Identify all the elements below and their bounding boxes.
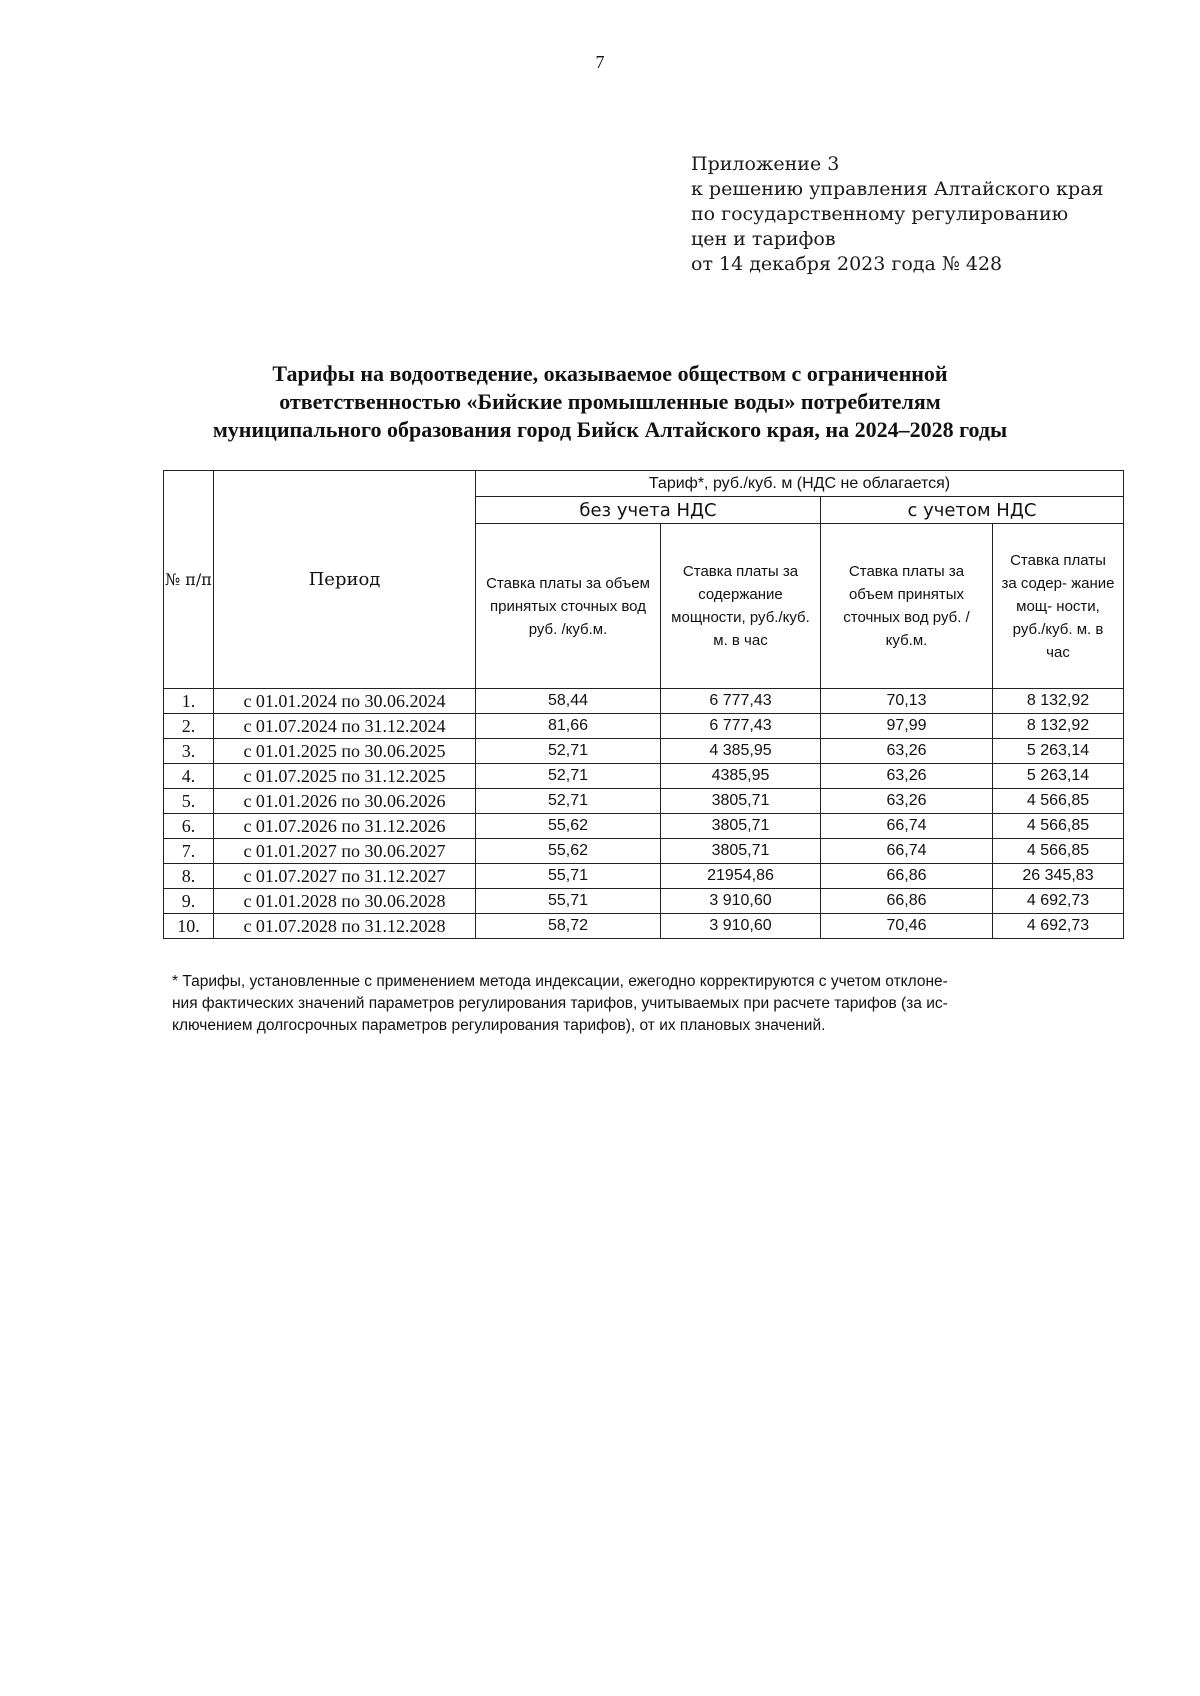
table-row (164, 714, 1124, 739)
cell-volume: 55,62 (476, 814, 661, 839)
header-period: Период (214, 471, 476, 689)
header-tariff-group: Тариф*, руб./куб. м (НДС не облагается) (476, 471, 1124, 497)
cell-capacity-vat: 5 263,14 (993, 764, 1124, 789)
row-period: с 01.01.2025 по 30.06.2025 (214, 739, 476, 764)
cell-capacity: 3805,71 (661, 789, 821, 814)
row-period: с 01.07.2025 по 31.12.2025 (214, 764, 476, 789)
cell-capacity-vat: 4 692,73 (993, 889, 1124, 914)
cell-capacity-vat: 5 263,14 (993, 739, 1124, 764)
row-period: с 01.01.2028 по 30.06.2028 (214, 889, 476, 914)
footnote-line: * Тарифы, установленные с применением метода индексации, ежегодно корректируются с учетом отклоне- (172, 973, 948, 990)
cell-capacity: 6 777,43 (661, 714, 821, 739)
title-line: Тарифы на водоотведение, оказываемое обществом с ограниченной (272, 361, 948, 386)
table-row (164, 889, 1124, 914)
cell-capacity-vat: 4 566,85 (993, 839, 1124, 864)
table-row (164, 839, 1124, 864)
cell-volume: 58,72 (476, 914, 661, 939)
cell-volume: 55,71 (476, 864, 661, 889)
header-capacity-without-vat: Ставка платы за содержание мощности, руб./куб. м. в час (661, 524, 821, 689)
cell-volume: 52,71 (476, 789, 661, 814)
annex-line: от 14 декабря 2023 года № 428 (691, 253, 1003, 275)
annex-line: Приложение 3 (691, 153, 840, 175)
footnote-line: ния фактических значений параметров регулирования тарифов, учитываемых при расчете тарифов (за ис- (172, 995, 948, 1012)
cell-volume-vat: 66,86 (821, 889, 993, 914)
row-num: 8. (164, 864, 214, 889)
title-line: муниципального образования город Бийск Алтайского края, на 2024–2028 годы (212, 417, 1008, 442)
row-num: 2. (164, 714, 214, 739)
row-period: с 01.07.2024 по 31.12.2024 (214, 714, 476, 739)
annex-block (691, 152, 1104, 277)
row-period: с 01.07.2026 по 31.12.2026 (214, 814, 476, 839)
annex-line: по государственному регулированию (691, 203, 1069, 225)
header-without-vat: без учета НДС (476, 497, 821, 524)
cell-volume-vat: 70,46 (821, 914, 993, 939)
cell-volume-vat: 66,74 (821, 839, 993, 864)
annex-line: цен и тарифов (691, 228, 836, 250)
cell-volume-vat: 63,26 (821, 739, 993, 764)
cell-volume-vat: 70,13 (821, 689, 993, 714)
row-num: 9. (164, 889, 214, 914)
cell-capacity: 3 910,60 (661, 914, 821, 939)
cell-capacity: 3805,71 (661, 814, 821, 839)
cell-capacity: 3 910,60 (661, 889, 821, 914)
row-num: 7. (164, 839, 214, 864)
row-num: 4. (164, 764, 214, 789)
row-period: с 01.01.2027 по 30.06.2027 (214, 839, 476, 864)
table-row (164, 789, 1124, 814)
document-title (150, 360, 1070, 444)
tariff-table (163, 470, 1124, 939)
page-number: 7 (595, 52, 605, 72)
cell-volume: 81,66 (476, 714, 661, 739)
header-volume-without-vat: Ставка платы за объем принятых сточных вод руб. /куб.м. (476, 524, 661, 689)
cell-capacity-vat: 26 345,83 (993, 864, 1124, 889)
header-volume-with-vat: Ставка платы за объем принятых сточных вод руб. /куб.м. (821, 524, 993, 689)
footnote (172, 971, 1122, 1037)
table-row (164, 814, 1124, 839)
table-row (164, 689, 1124, 714)
cell-volume-vat: 63,26 (821, 789, 993, 814)
row-num: 5. (164, 789, 214, 814)
cell-capacity-vat: 4 566,85 (993, 789, 1124, 814)
cell-capacity: 6 777,43 (661, 689, 821, 714)
title-line: ответственностью «Бийские промышленные воды» потребителям (279, 389, 941, 414)
cell-volume-vat: 66,74 (821, 814, 993, 839)
cell-volume: 52,71 (476, 764, 661, 789)
cell-capacity: 21954,86 (661, 864, 821, 889)
table-row (164, 739, 1124, 764)
cell-volume-vat: 63,26 (821, 764, 993, 789)
row-period: с 01.01.2026 по 30.06.2026 (214, 789, 476, 814)
table-row (164, 914, 1124, 939)
cell-capacity-vat: 8 132,92 (993, 689, 1124, 714)
cell-capacity: 3805,71 (661, 839, 821, 864)
cell-capacity: 4 385,95 (661, 739, 821, 764)
cell-volume: 52,71 (476, 739, 661, 764)
row-period: с 01.01.2024 по 30.06.2024 (214, 689, 476, 714)
cell-capacity-vat: 8 132,92 (993, 714, 1124, 739)
table-row (164, 764, 1124, 789)
row-num: 1. (164, 689, 214, 714)
row-period: с 01.07.2028 по 31.12.2028 (214, 914, 476, 939)
cell-capacity-vat: 4 692,73 (993, 914, 1124, 939)
cell-volume-vat: 97,99 (821, 714, 993, 739)
header-with-vat: с учетом НДС (821, 497, 1124, 524)
header-capacity-with-vat: Ставка платы за содер- жание мощ- ности, руб./куб. м. в час (993, 524, 1124, 689)
row-period: с 01.07.2027 по 31.12.2027 (214, 864, 476, 889)
cell-capacity: 4385,95 (661, 764, 821, 789)
cell-volume: 55,62 (476, 839, 661, 864)
row-num: 10. (164, 914, 214, 939)
table-row (164, 864, 1124, 889)
row-num: 3. (164, 739, 214, 764)
header-num: № п/п (164, 471, 214, 689)
cell-capacity-vat: 4 566,85 (993, 814, 1124, 839)
footnote-line: ключением долгосрочных параметров регулирования тарифов), от их плановых значений. (172, 1017, 826, 1034)
cell-volume-vat: 66,86 (821, 864, 993, 889)
cell-volume: 58,44 (476, 689, 661, 714)
cell-volume: 55,71 (476, 889, 661, 914)
row-num: 6. (164, 814, 214, 839)
annex-line: к решению управления Алтайского края (691, 178, 1104, 200)
